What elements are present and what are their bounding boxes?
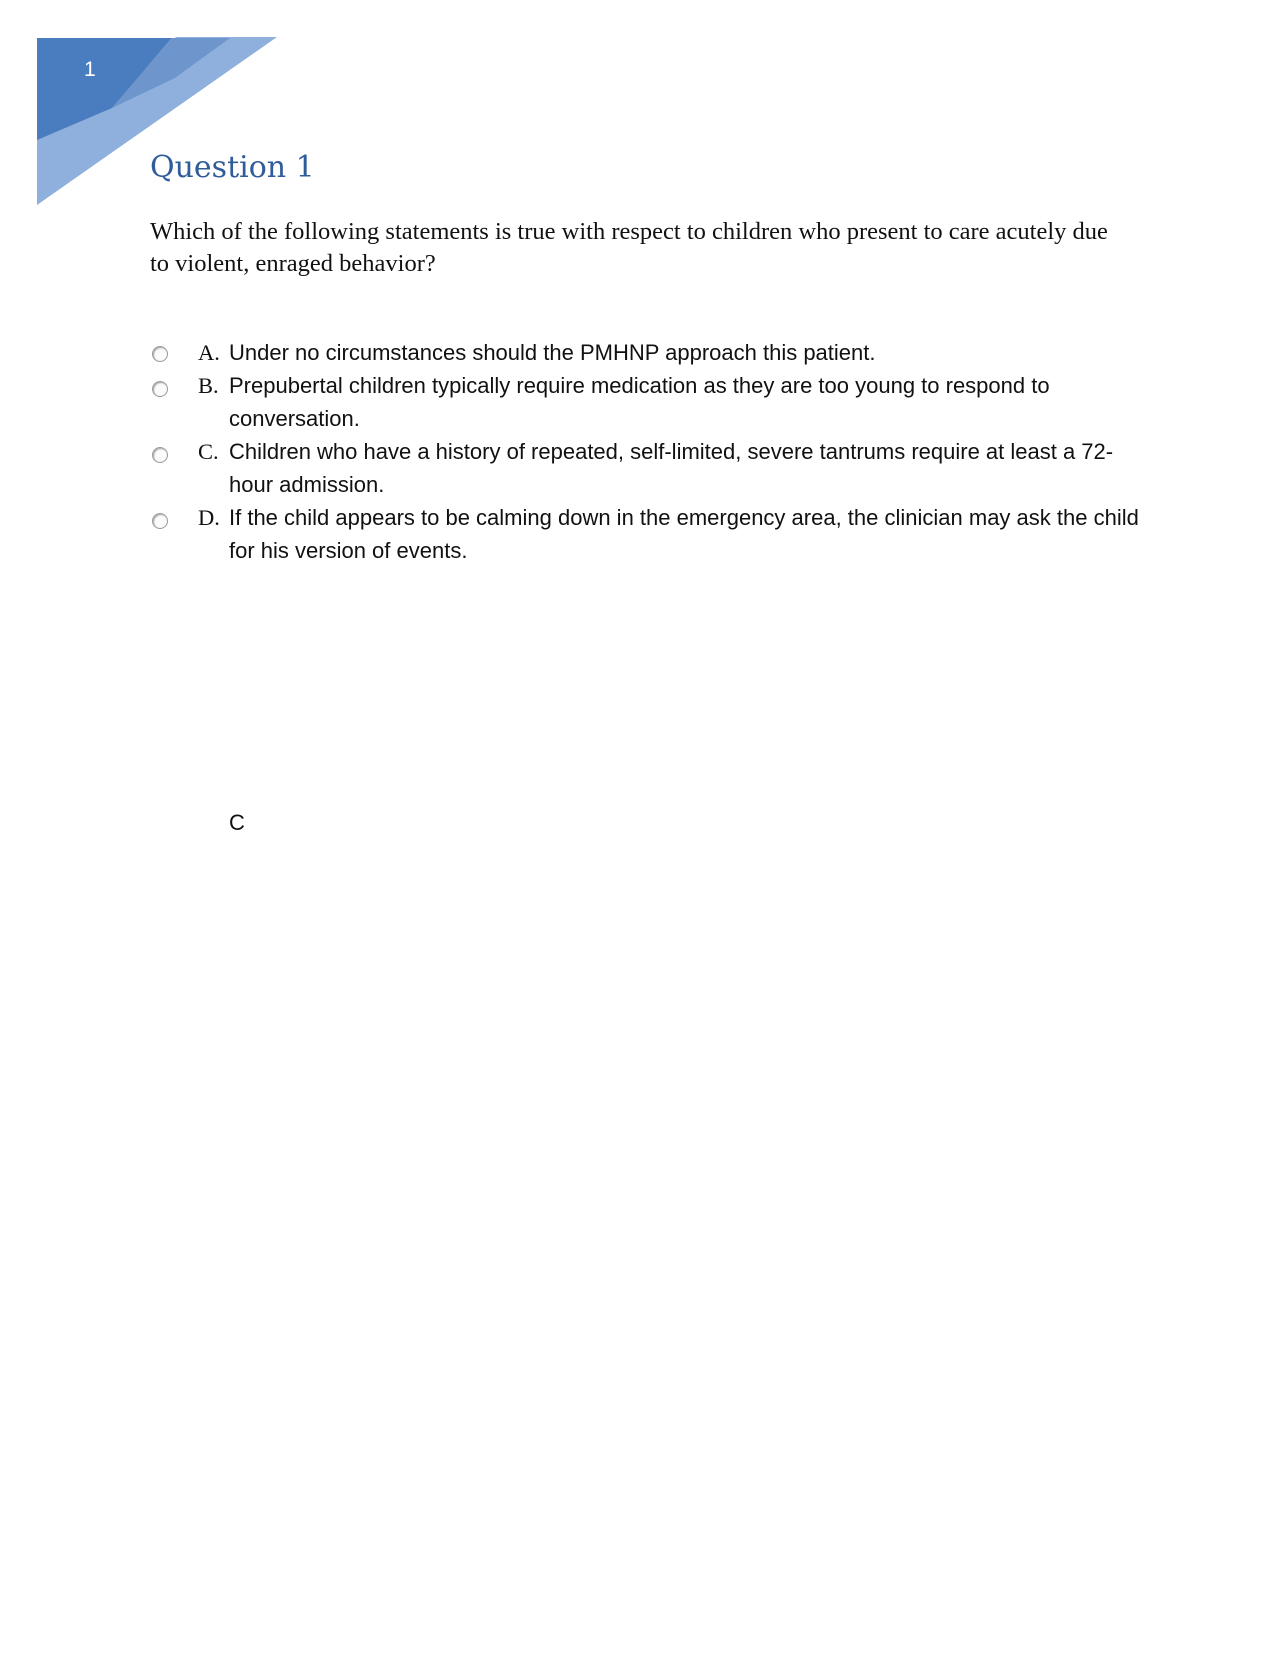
option-a bbox=[150, 336, 1150, 369]
question-text: Which of the following statements is true with respect to children who present to care acutely due to violent, enraged behavior? bbox=[150, 218, 1108, 277]
option-a-letter: A. bbox=[198, 340, 220, 365]
option-d-label[interactable] bbox=[198, 501, 1150, 567]
option-c-label[interactable] bbox=[198, 435, 1150, 501]
option-d bbox=[150, 501, 1150, 567]
option-a-text: Under no circumstances should the PMHNP approach this patient. bbox=[229, 340, 876, 365]
option-b-label[interactable] bbox=[198, 369, 1150, 435]
option-b-radio[interactable] bbox=[152, 381, 168, 397]
option-b-letter: B. bbox=[198, 373, 219, 398]
option-b-text: Prepubertal children typically require medication as they are too young to respond to conversation. bbox=[229, 373, 1050, 431]
option-d-radio[interactable] bbox=[152, 513, 168, 529]
option-c bbox=[150, 435, 1150, 501]
answer-text: C bbox=[229, 810, 245, 835]
question-heading: Question 1 bbox=[150, 150, 315, 185]
option-c-radio[interactable] bbox=[152, 447, 168, 463]
option-a-label[interactable] bbox=[198, 336, 1150, 369]
option-b bbox=[150, 369, 1150, 435]
answer-options bbox=[150, 336, 1150, 567]
option-a-radio[interactable] bbox=[152, 346, 168, 362]
option-c-text: Children who have a history of repeated, self-limited, severe tantrums require at least a 72-hour admission. bbox=[229, 439, 1114, 497]
option-c-letter: C. bbox=[198, 439, 219, 464]
page-number: 1 bbox=[84, 58, 96, 81]
option-d-text: If the child appears to be calming down in the emergency area, the clinician may ask the child for his version of events. bbox=[229, 505, 1139, 563]
option-d-letter: D. bbox=[198, 505, 220, 530]
corner-decoration bbox=[0, 0, 320, 230]
